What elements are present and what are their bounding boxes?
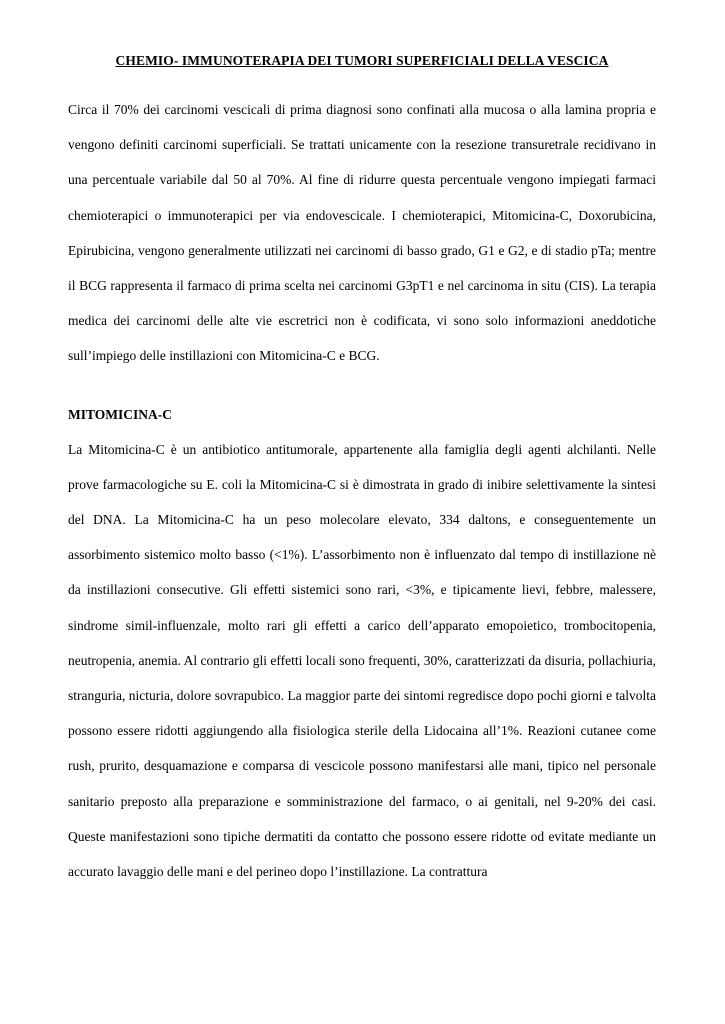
mitomicina-paragraph: La Mitomicina-C è un antibiotico antitumorale, appartenente alla famiglia degli agenti alchilanti. Nelle prove farmacologiche su E. coli la Mitomicina-C si è dimostrata in grado di inibire selettivamente la sintesi del DNA. La Mitomicina-C ha un peso molecolare elevato, 334 daltons, e conseguentemente un assorbimento sistemico molto basso (<1%). L’assorbimento non è influenzato dal tempo di instillazione nè da instillazioni consecutive. Gli effetti sistemici sono rari, <3%, e tipicamente lievi, febbre, malessere, sindrome simil-influenzale, molto rari gli effetti a carico dell’apparato emopoietico, trombocitopenia, neutropenia, anemia. Al contrario gli effetti locali sono frequenti, 30%, caratterizzati da disuria, pollachiuria, stranguria, nicturia, dolore sovrapubico. La maggior parte dei sintomi regredisce dopo pochi giorni e talvolta possono essere ridotti aggiungendo alla fisiologica sterile della Lidocaina all’1%. Reazioni cutanee come rush, prurito, desquamazione e comparsa di vescicole possono manifestarsi alle mani, tipico nel personale sanitario preposto alla preparazione e somministrazione del farmaco, o ai genitali, nel 9-20% dei casi. Queste manifestazioni sono tipiche dermatiti da contatto che possono essere ridotte od evitate mediante un accurato lavaggio delle mani e del perineo dopo l’instillazione. La contrattura (68, 441, 656, 880)
section-heading-mitomicina: MITOMICINA-C (68, 406, 172, 422)
document-title: CHEMIO- IMMUNOTERAPIA DEI TUMORI SUPERFICIALI DELLA VESCICA (115, 53, 609, 68)
intro-paragraph: Circa il 70% dei carcinomi vescicali di prima diagnosi sono confinati alla mucosa o alla lamina propria e vengono definiti carcinomi superficiali. Se trattati unicamente con la resezione transuretrale recidivano in una percentuale variabile dal 50 al 70%. Al fine di ridurre questa percentuale vengono impiegati farmaci chemioterapici o immunoterapici per via endovescicale. I chemioterapici, Mitomicina-C, Doxorubicina, Epirubicina, vengono generalmente utilizzati nei carcinomi di basso grado, G1 e G2, e di stadio pTa; mentre il BCG rappresenta il farmaco di prima scelta nei carcinomi G3pT1 e nel carcinoma in situ (CIS). La terapia medica dei carcinomi delle alte vie escretrici non è codificata, vi sono solo informazioni aneddotiche sull’impiego delle instillazioni con Mitomicina-C e BCG. (68, 102, 656, 364)
document-page (68, 52, 656, 889)
